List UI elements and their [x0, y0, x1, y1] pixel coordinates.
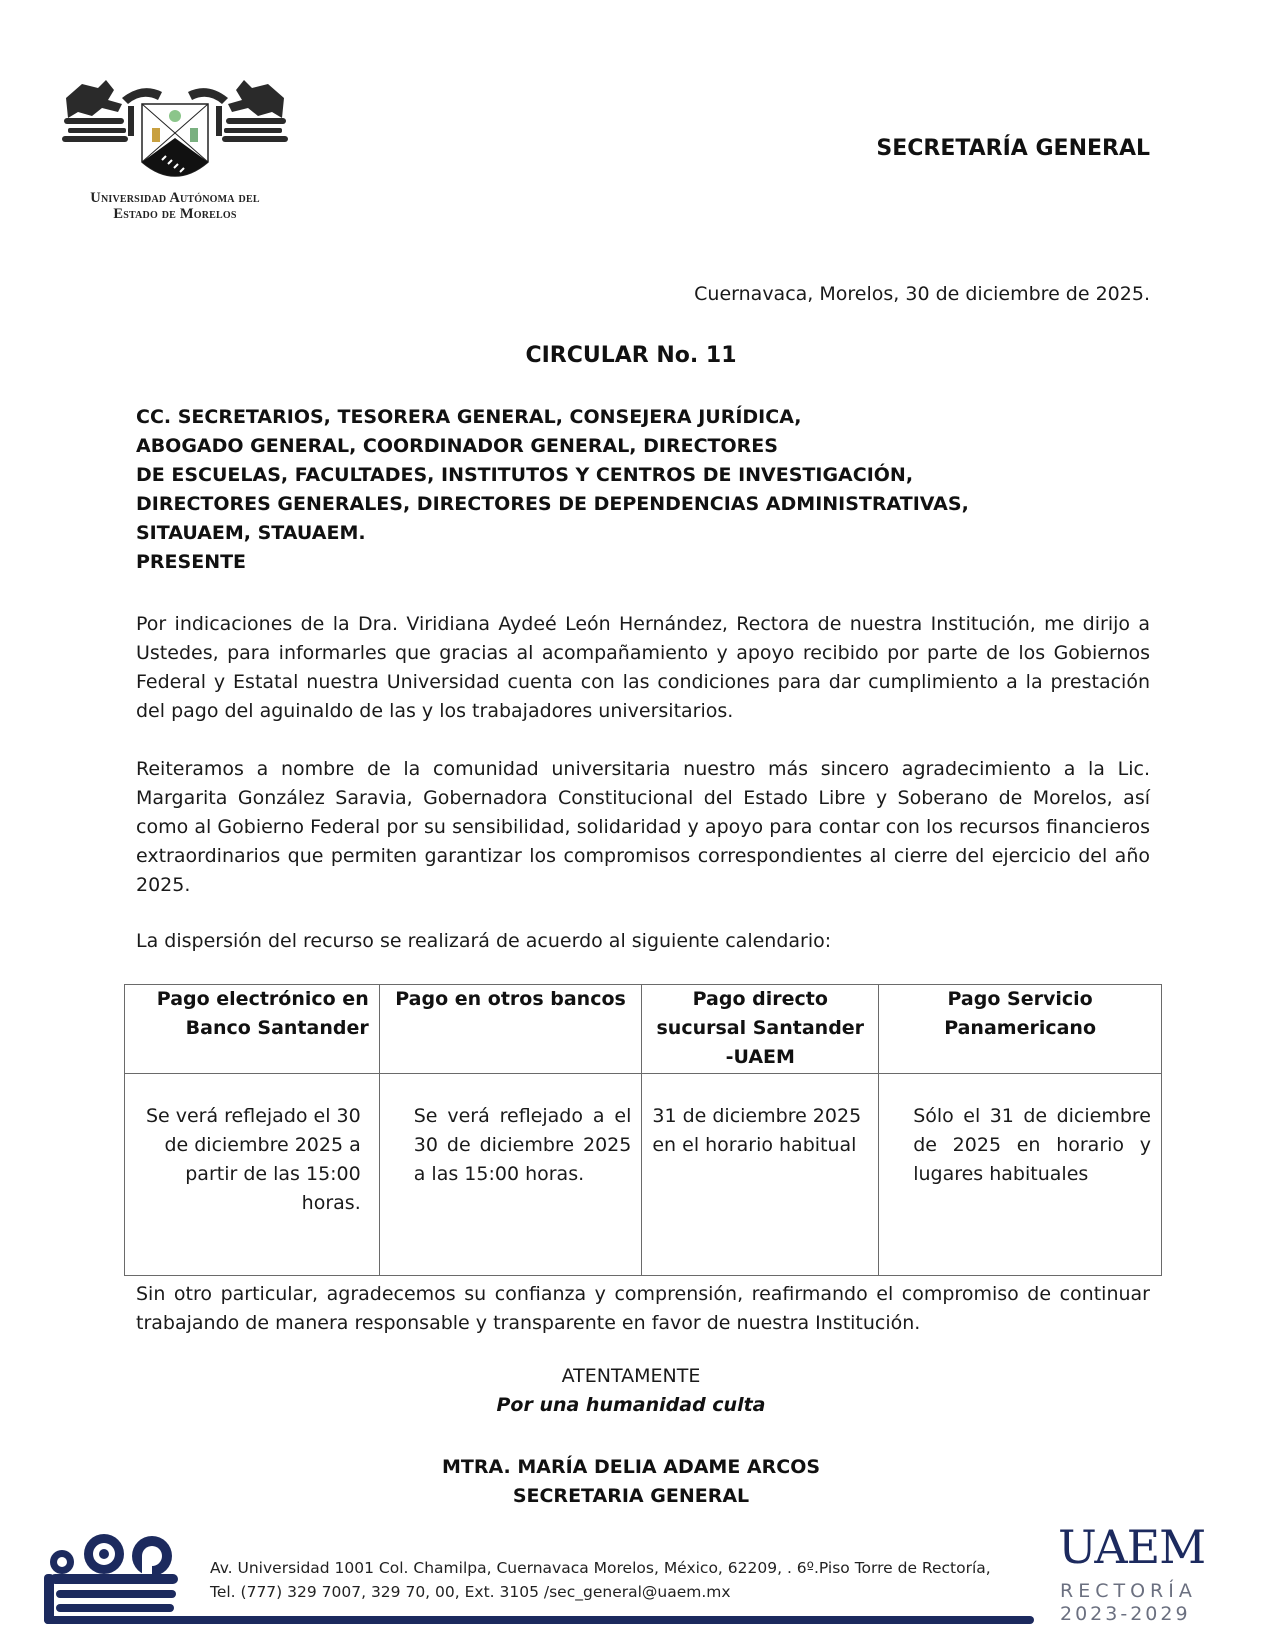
recipient-line: DE ESCUELAS, FACULTADES, INSTITUTOS Y CENTROS DE INVESTIGACIÓN,	[136, 464, 914, 486]
motto: Por una humanidad culta	[496, 1394, 766, 1416]
recipient-line: DIRECTORES GENERALES, DIRECTORES DE DEPENDENCIAS ADMINISTRATIVAS,	[136, 493, 969, 515]
header-santander-electronic: Pago electrónico en Banco Santander	[125, 985, 380, 1074]
footer-logo	[44, 1532, 184, 1628]
paragraph-thanks: Reiteramos a nombre de la comunidad universitaria nuestro más sincero agradecimiento a la Lic. Margarita González Saravia, Gobernadora Constitucional del Estado Libre y Soberano de Morelos, así como al Gobierno Federal por su sensibilidad, solidaridad y apoyo para contar con los recursos financieros extraordinarios que permiten garantizar los compromisos correspondientes al cierre del ejercicio del año 2025.	[136, 758, 1150, 896]
cell-other-banks: Se verá reflejado a el 30 de diciembre 2025 a las 15:00 horas.	[379, 1074, 642, 1276]
university-name-line2: Estado de Morelos	[113, 206, 237, 222]
table-header-row	[125, 985, 1162, 1074]
header-santander-branch: Pago directo sucursal Santander -UAEM	[642, 985, 879, 1074]
header-other-banks: Pago en otros bancos	[379, 985, 642, 1074]
signer-name: MTRA. MARÍA DELIA ADAME ARCOS	[441, 1456, 821, 1478]
recipient-line: SITAUAEM, STAUAEM.	[136, 522, 366, 544]
uaem-glyph-icon	[44, 1532, 184, 1628]
footer-brand: UAEM	[1058, 1520, 1206, 1574]
paragraph-closing: Sin otro particular, agradecemos su confianza y comprensión, reafirmando el compromiso de continuar trabajando de manera responsable y transparente en favor de nuestra Institución.	[136, 1283, 1150, 1334]
paragraph-intro: Por indicaciones de la Dra. Viridiana Aydeé León Hernández, Rectora de nuestra Institución, me dirijo a Ustedes, para informarles que gracias al acompañamiento y apoyo recibido por parte de los Gobiernos Federal y Estatal nuestra Universidad cuenta con las condiciones para dar cumplimiento a la prestación del pago del aguinaldo de las y los trabajadores universitarios.	[136, 613, 1150, 722]
table-row	[125, 1074, 1162, 1276]
footer-divider-line	[44, 1616, 1034, 1624]
university-name	[50, 190, 300, 222]
department-heading: SECRETARÍA GENERAL	[876, 136, 1150, 161]
footer-address	[210, 1556, 991, 1604]
cell-santander-electronic: Se verá reflejado el 30 de diciembre 2025 a partir de las 15:00 horas.	[125, 1074, 380, 1276]
recipients-block	[136, 403, 1156, 577]
valediction: ATENTAMENTE	[561, 1365, 701, 1387]
payment-calendar-table	[124, 984, 1162, 1276]
cell-panamericano: Sólo el 31 de diciembre de 2025 en horario y lugares habituales	[879, 1074, 1162, 1276]
signer-title: SECRETARIA GENERAL	[512, 1485, 750, 1507]
cell-santander-branch: 31 de diciembre 2025 en el horario habitual	[642, 1074, 879, 1276]
circular-title: CIRCULAR No. 11	[525, 343, 737, 368]
footer-brand-years: 2023-2029	[1060, 1603, 1191, 1625]
recipient-line: ABOGADO GENERAL, COORDINADOR GENERAL, DIRECTORES	[136, 435, 778, 457]
footer-brand-sub: RECTORÍA	[1060, 1580, 1197, 1602]
signature-block	[0, 1453, 1262, 1511]
address-line: Av. Universidad 1001 Col. Chamilpa, Cuernavaca Morelos, México, 62209, . 6º.Piso Torre de Rectoría,	[210, 1559, 991, 1577]
header-panamericano: Pago Servicio Panamericano	[879, 985, 1162, 1074]
contact-line: Tel. (777) 329 7007, 329 70, 00, Ext. 3105 /sec_general@uaem.mx	[210, 1583, 731, 1601]
date-line: Cuernavaca, Morelos, 30 de diciembre de 2025.	[694, 283, 1150, 305]
recipient-line: CC. SECRETARIOS, TESORERA GENERAL, CONSEJERA JURÍDICA,	[136, 406, 802, 428]
recipient-line: PRESENTE	[136, 551, 247, 573]
university-name-line1: Universidad Autónoma del	[90, 190, 260, 206]
uaem-coat-of-arms-icon	[62, 78, 288, 190]
paragraph-calendar-intro: La dispersión del recurso se realizará de acuerdo al siguiente calendario:	[136, 930, 832, 952]
